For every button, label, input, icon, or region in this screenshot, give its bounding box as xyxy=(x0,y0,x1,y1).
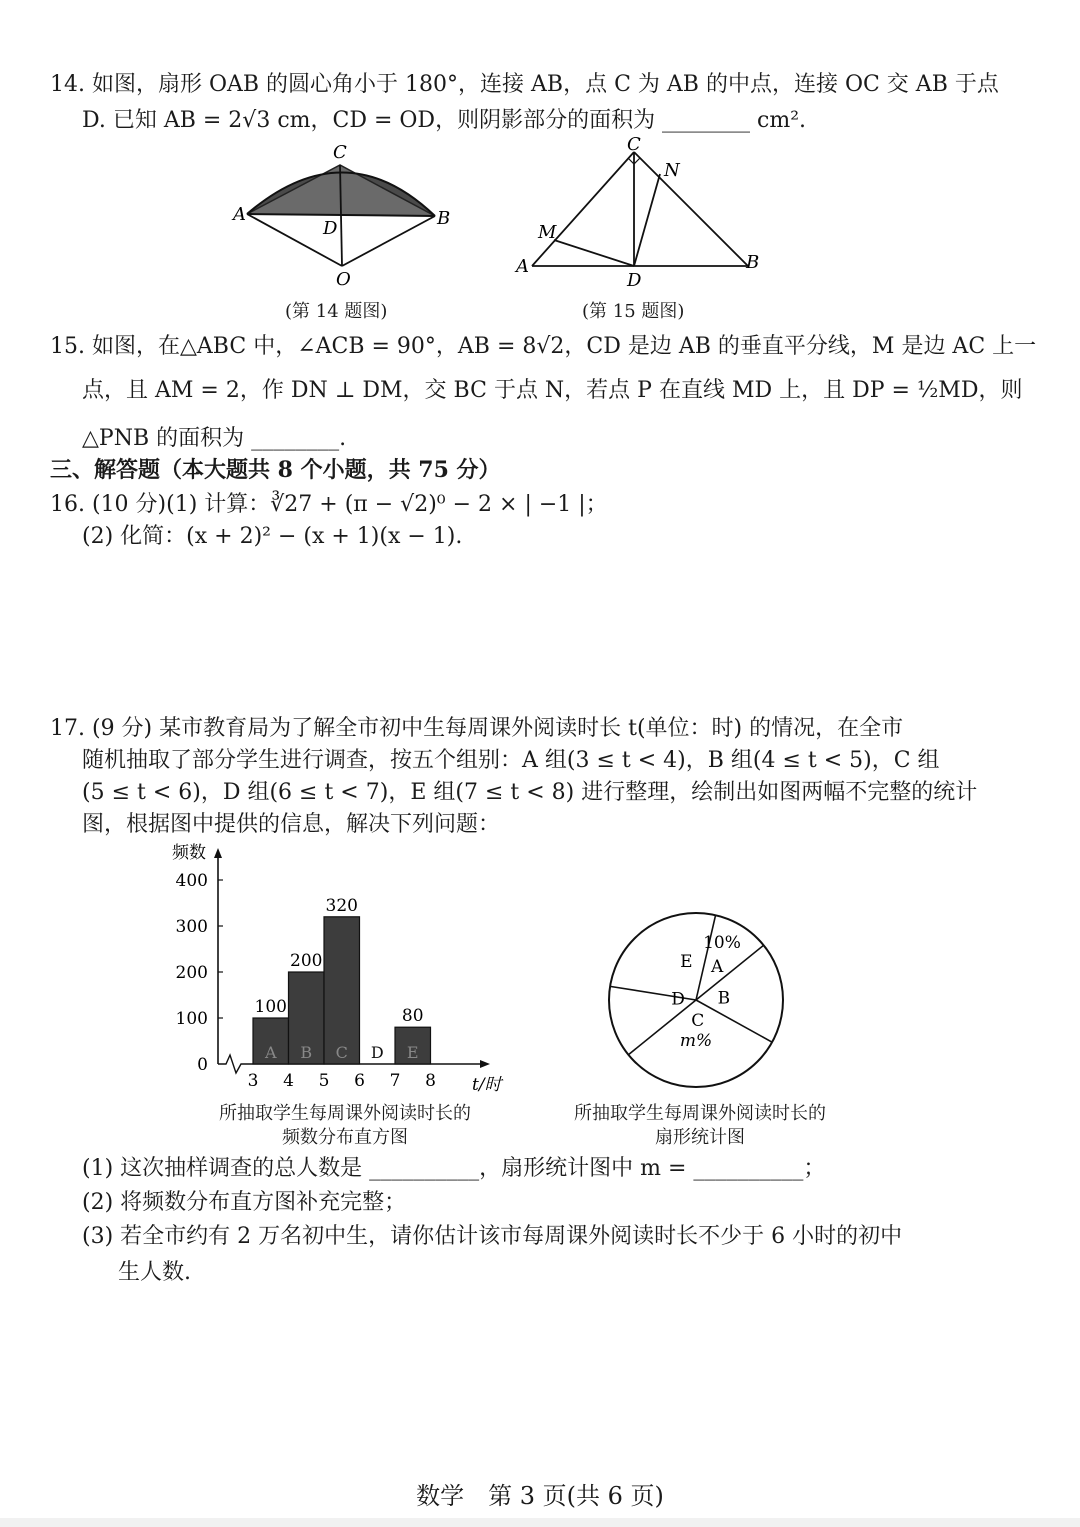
q14-line1: 14. 如图，扇形 OAB 的圆心角小于 180°，连接 AB，点 C 为 AB 的中点，连接 OC 交 AB 于点 xyxy=(50,72,999,97)
q17-sub1: (1) 这次抽样调查的总人数是 __________，扇形统计图中 m = __________； xyxy=(82,1156,826,1181)
hist-y-tick-label: 300 xyxy=(175,917,208,937)
q17-sub3b: 生人数. xyxy=(118,1260,191,1285)
pie-slice-label-E: E xyxy=(680,952,693,973)
page-bottom-edge xyxy=(0,1518,1080,1527)
hist-value-label-A: 100 xyxy=(254,997,287,1017)
pie-slice-label-C: C xyxy=(691,1010,705,1031)
hist-x-tick-label: 8 xyxy=(425,1071,436,1091)
fig14-label-O: O xyxy=(336,269,351,290)
hist-x-tick-label: 5 xyxy=(318,1071,330,1091)
q14-caption: (第 14 题图) xyxy=(285,301,388,322)
q15-line2: 点，且 AM = 2，作 DN ⊥ DM，交 BC 于点 N，若点 P 在直线 MD 上，且 DP = ½MD，则 xyxy=(82,378,1023,403)
hist-caption-1: 所抽取学生每周课外阅读时长的 xyxy=(219,1103,471,1124)
hist-x-tick-label: 7 xyxy=(389,1071,401,1091)
fig14-label-A: A xyxy=(233,204,246,225)
fig14-label-B: B xyxy=(437,208,451,229)
q17-line3: (5 ≤ t < 6)，D 组(6 ≤ t < 7)，E 组(7 ≤ t < 8) 进行整理，绘制出如图两幅不完整的统计 xyxy=(82,780,978,805)
hist-y-tick-label: 400 xyxy=(175,871,208,891)
histogram-chart xyxy=(160,838,520,1098)
q15-line3: △PNB 的面积为 ________. xyxy=(82,426,347,451)
pie-slice-label-D: D xyxy=(671,989,685,1010)
fig15-label-D: D xyxy=(627,270,642,291)
hist-y-tick-label: 200 xyxy=(175,963,208,983)
fig15-label-A: A xyxy=(516,256,529,277)
hist-bar-C xyxy=(324,917,360,1064)
q17-line2: 随机抽取了部分学生进行调查，按五个组别：A 组(3 ≤ t < 4)，B 组(4 ≤ t < 5)，C 组 xyxy=(82,748,940,773)
q16-line1: 16. (10 分)(1) 计算：∛27 + (π − √2)⁰ − 2 × | −1 |； xyxy=(50,492,608,517)
fig15-label-M: M xyxy=(538,222,557,243)
hist-x-axis-label: t/时 xyxy=(472,1075,502,1095)
q15-line1: 15. 如图，在△ABC 中，∠ACB = 90°，AB = 8√2，CD 是边 AB 的垂直平分线，M 是边 AC 上一 xyxy=(50,334,1037,359)
hist-bar-letter-D: D xyxy=(370,1043,384,1062)
hist-value-label-B: 200 xyxy=(290,951,323,971)
hist-x-tick-label: 4 xyxy=(283,1071,294,1091)
q17-sub3a: (3) 若全市约有 2 万名初中生，请你估计该市每周课外阅读时长不少于 6 小时的初中 xyxy=(82,1224,903,1249)
fig15-label-N: N xyxy=(664,160,680,181)
hist-bar-letter-E: E xyxy=(406,1043,419,1062)
pie-annotation-C: m% xyxy=(679,1031,713,1051)
hist-bar-letter-C: C xyxy=(335,1043,348,1062)
hist-x-tick-label: 6 xyxy=(354,1071,365,1091)
page-footer: 数学 第 3 页(共 6 页) xyxy=(416,1482,664,1510)
hist-axis-break xyxy=(218,1055,248,1073)
pie-annotation-A: 10% xyxy=(703,933,741,953)
q16-line2: (2) 化简：(x + 2)² − (x + 1)(x − 1). xyxy=(82,524,463,549)
pie-caption-1: 所抽取学生每周课外阅读时长的 xyxy=(574,1103,826,1124)
section-heading: 三、解答题（本大题共 8 个小题，共 75 分） xyxy=(50,457,501,483)
q17-line1: 17. (9 分) 某市教育局为了解全市初中生每周课外阅读时长 t(单位：时) 的情况，在全市 xyxy=(50,716,904,741)
hist-value-label-E: 80 xyxy=(401,1006,424,1027)
hist-value-label-C: 320 xyxy=(325,895,358,916)
hist-x-arrow xyxy=(480,1060,490,1068)
pie-caption-2: 扇形统计图 xyxy=(655,1127,745,1148)
q14-line2: D. 已知 AB = 2√3 cm，CD = OD，则阴影部分的面积为 ________ cm². xyxy=(82,108,807,133)
hist-x-tick-label: 3 xyxy=(247,1071,259,1091)
figure-14 xyxy=(225,140,465,290)
fig14-label-C: C xyxy=(333,142,347,163)
hist-y-axis-label: 频数 xyxy=(172,843,206,863)
figure-15 xyxy=(510,134,770,294)
pie-slice-label-A: A xyxy=(711,957,724,978)
hist-bar-letter-B: B xyxy=(300,1043,313,1062)
fig15-label-B: B xyxy=(746,252,760,273)
q15-caption: (第 15 题图) xyxy=(582,301,685,322)
q17-line4: 图，根据图中提供的信息，解决下列问题： xyxy=(82,812,501,837)
fig15-label-C: C xyxy=(627,134,641,155)
pie-slice-label-B: B xyxy=(717,988,731,1009)
hist-y-tick-label: 100 xyxy=(175,1009,208,1029)
hist-y-tick-label: 0 xyxy=(197,1055,208,1075)
q17-sub2: (2) 将频数分布直方图补充完整； xyxy=(82,1190,407,1215)
pie-chart xyxy=(596,900,796,1100)
hist-caption-2: 频数分布直方图 xyxy=(282,1127,408,1148)
hist-y-arrow xyxy=(214,848,222,858)
hist-bar-letter-A: A xyxy=(264,1043,277,1062)
fig14-label-D: D xyxy=(323,218,338,239)
